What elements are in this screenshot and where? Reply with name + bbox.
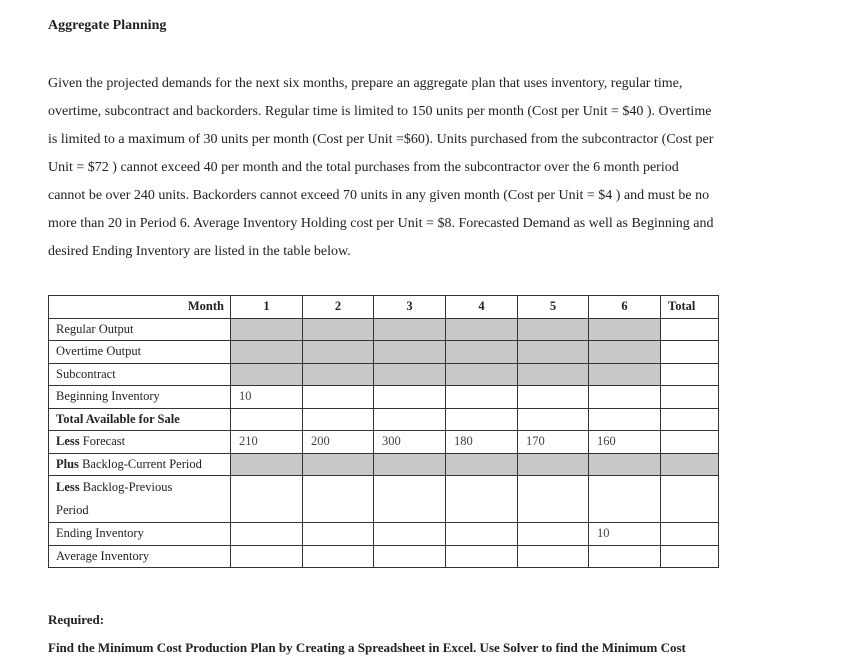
table-cell [589, 386, 661, 409]
table-cell [589, 318, 661, 341]
table-cell [518, 341, 589, 364]
table-cell [518, 476, 589, 523]
table-cell [518, 453, 589, 476]
forecast-value-2: 200 [303, 431, 374, 454]
table-cell [446, 476, 518, 523]
table-cell [589, 476, 661, 523]
problem-description [48, 70, 788, 266]
table-cell [303, 318, 374, 341]
table-cell [661, 318, 719, 341]
page-title: Aggregate Planning [48, 18, 167, 33]
table-cell [374, 408, 446, 431]
table-cell [446, 545, 518, 568]
table-cell [446, 523, 518, 546]
row-label-ending-inventory: Ending Inventory [49, 523, 231, 546]
table-cell [661, 453, 719, 476]
forecast-value-3: 300 [374, 431, 446, 454]
paragraph-line: cannot be over 240 units. Backorders cannot exceed 70 units in any given month (Cost per Unit = $4 ) and must be no [48, 188, 710, 203]
table-cell [303, 476, 374, 523]
table-cell [231, 408, 303, 431]
table-row [49, 476, 719, 523]
table-cell [589, 453, 661, 476]
table-cell [446, 386, 518, 409]
table-cell [374, 386, 446, 409]
table-cell [589, 363, 661, 386]
table-cell [661, 386, 719, 409]
header-period-6: 6 [589, 296, 661, 319]
row-label-beginning-inventory: Beginning Inventory [49, 386, 231, 409]
table-cell [518, 545, 589, 568]
row-label-subcontract: Subcontract [49, 363, 231, 386]
table-cell [231, 476, 303, 523]
forecast-value-5: 170 [518, 431, 589, 454]
table-cell [303, 408, 374, 431]
forecast-value-1: 210 [231, 431, 303, 454]
table-cell [303, 453, 374, 476]
table-row [49, 431, 719, 454]
paragraph-line: overtime, subcontract and backorders. Regular time is limited to 150 units per month (Cost per Unit = $40 ). Overtime [48, 104, 712, 119]
required-heading: Required: [48, 612, 105, 627]
aggregate-plan-table [48, 295, 719, 568]
table-cell [374, 523, 446, 546]
header-period-3: 3 [374, 296, 446, 319]
header-month: Month [49, 296, 231, 319]
table-cell [661, 408, 719, 431]
table-row [49, 453, 719, 476]
table-header-row [49, 296, 719, 319]
table-cell [303, 545, 374, 568]
table-cell [231, 318, 303, 341]
table-cell [661, 523, 719, 546]
header-period-5: 5 [518, 296, 589, 319]
table-cell [446, 363, 518, 386]
table-cell [303, 363, 374, 386]
row-label-overtime-output: Overtime Output [49, 341, 231, 364]
table-cell [231, 453, 303, 476]
table-cell [446, 453, 518, 476]
table-cell [661, 431, 719, 454]
table-cell [374, 341, 446, 364]
table-cell [446, 318, 518, 341]
table-row [49, 523, 719, 546]
table-cell [518, 523, 589, 546]
table-cell [303, 523, 374, 546]
table-cell [589, 545, 661, 568]
row-label-backlog-current: Plus Backlog-Current Period [49, 453, 231, 476]
table-cell [518, 408, 589, 431]
table-cell [374, 453, 446, 476]
table-cell [374, 545, 446, 568]
row-label-regular-output: Regular Output [49, 318, 231, 341]
paragraph-line: Unit = $72 ) cannot exceed 40 per month and the total purchases from the subcontractor over the 6 month period [48, 160, 679, 175]
table-cell [231, 523, 303, 546]
table-row [49, 386, 719, 409]
paragraph-line: is limited to a maximum of 30 units per month (Cost per Unit =$60). Units purchased from the subcontractor (Cost per [48, 132, 714, 147]
table-cell [661, 341, 719, 364]
table-row [49, 341, 719, 364]
required-instruction: Find the Minimum Cost Production Plan by Creating a Spreadsheet in Excel. Use Solver to find the Minimum Cost [48, 640, 686, 655]
row-label-average-inventory: Average Inventory [49, 545, 231, 568]
table-cell [231, 545, 303, 568]
table-cell [303, 341, 374, 364]
paragraph-line: more than 20 in Period 6. Average Inventory Holding cost per Unit = $8. Forecasted Demand as well as Beginning and [48, 216, 714, 231]
table-row [49, 363, 719, 386]
table-cell [661, 363, 719, 386]
forecast-value-4: 180 [446, 431, 518, 454]
table-cell [231, 341, 303, 364]
table-cell [518, 386, 589, 409]
header-period-4: 4 [446, 296, 518, 319]
table-cell [303, 386, 374, 409]
forecast-value-6: 160 [589, 431, 661, 454]
table-row [49, 545, 719, 568]
beginning-inventory-value: 10 [231, 386, 303, 409]
paragraph-line: Given the projected demands for the next six months, prepare an aggregate plan that uses inventory, regular time, [48, 76, 683, 91]
ending-inventory-value: 10 [589, 523, 661, 546]
table-cell [661, 476, 719, 523]
table-row [49, 408, 719, 431]
table-cell [446, 341, 518, 364]
table-cell [589, 408, 661, 431]
header-period-1: 1 [231, 296, 303, 319]
table-row [49, 318, 719, 341]
row-label-total-available: Total Available for Sale [49, 408, 231, 431]
table-cell [589, 341, 661, 364]
row-label-forecast: Less Forecast [49, 431, 231, 454]
header-period-2: 2 [303, 296, 374, 319]
table-cell [374, 363, 446, 386]
table-cell [231, 363, 303, 386]
header-total: Total [661, 296, 719, 319]
table-cell [661, 545, 719, 568]
table-cell [518, 363, 589, 386]
row-label-backlog-previous: Less Backlog-Previous Period [49, 476, 231, 523]
table-cell [446, 408, 518, 431]
table-cell [374, 476, 446, 523]
paragraph-line: desired Ending Inventory are listed in the table below. [48, 244, 351, 259]
table-cell [374, 318, 446, 341]
table-cell [518, 318, 589, 341]
